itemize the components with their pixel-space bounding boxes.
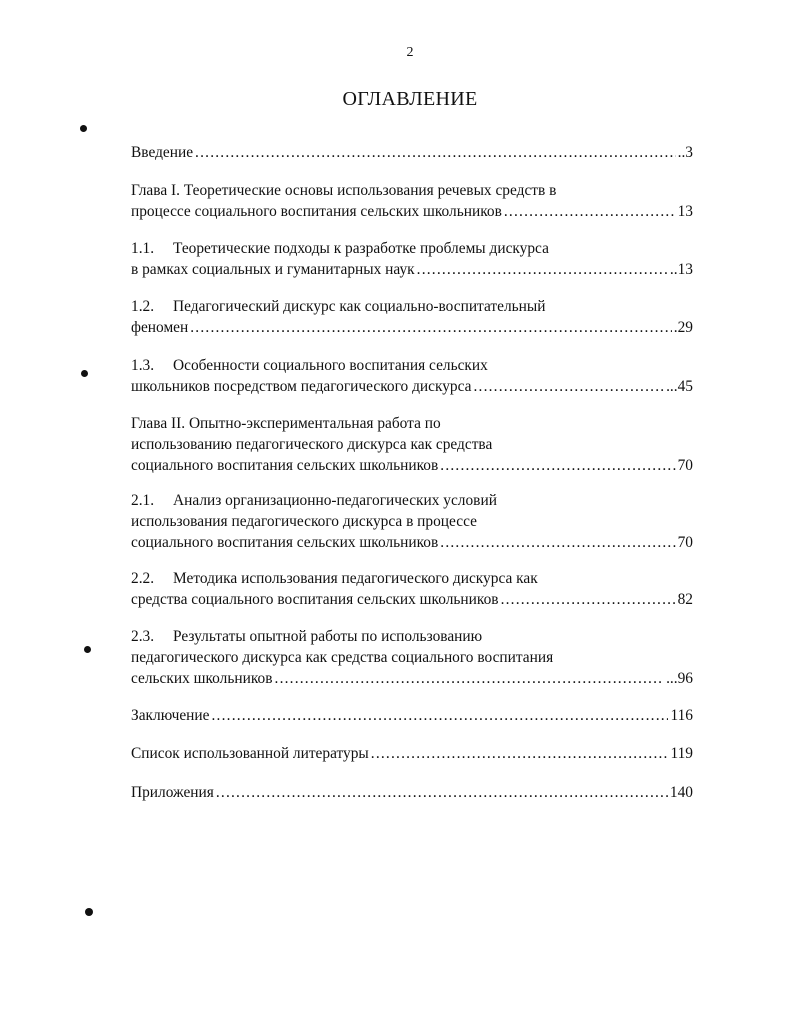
toc-entry-section-1-2[interactable] xyxy=(131,296,693,338)
toc-entry-title-line: Особенности социального воспитания сельских xyxy=(173,357,488,374)
leader-dots xyxy=(417,259,668,280)
toc-entry-title: школьников посредством педагогического дискурса xyxy=(131,378,472,395)
toc-entry-title-line: педагогического дискурса как средства социального воспитания xyxy=(131,649,554,666)
toc-entry-title-line: Результаты опытной работы по использованию xyxy=(173,628,483,645)
toc-entry-number: 1.1. xyxy=(131,240,155,257)
toc-entry-title: Заключение xyxy=(131,707,210,724)
toc-entry-bibliography[interactable] xyxy=(131,743,693,764)
toc-entry-title-line: Глава I. Теоретические основы использования речевых средств в xyxy=(131,182,557,199)
toc-entry-page: ..13 xyxy=(669,261,693,278)
toc-entry-title: сельских школьников xyxy=(131,670,273,687)
leader-dots xyxy=(275,668,665,689)
toc-entry-section-1-3[interactable] xyxy=(131,355,693,397)
leader-dots xyxy=(371,743,669,764)
toc-entry-page: 82 xyxy=(677,591,693,608)
toc-entry-number: 2.1. xyxy=(131,492,155,509)
toc-entry-chapter-1[interactable] xyxy=(131,180,693,222)
toc-entry-title-line: Теоретические подходы к разработке проблемы дискурса xyxy=(173,240,549,257)
scan-mark xyxy=(84,646,91,653)
toc-entry-section-2-1[interactable] xyxy=(131,490,693,553)
toc-entry-title-line: Анализ организационно-педагогических условий xyxy=(173,492,497,509)
toc-entry-page: 70 xyxy=(677,534,693,551)
toc-entry-number: 2.2. xyxy=(131,570,155,587)
toc-entry-title-line: Методика использования педагогического дискурса как xyxy=(173,570,538,587)
scan-mark xyxy=(80,125,87,132)
toc-entry-number: 1.2. xyxy=(131,298,155,315)
toc-entry-section-2-2[interactable] xyxy=(131,568,693,610)
toc-entry-page: ..3 xyxy=(677,144,693,161)
toc-entry-page: .29 xyxy=(673,319,693,336)
toc-entry-page: ...96 xyxy=(666,670,693,687)
toc-entry-page: ...45 xyxy=(666,378,693,395)
scan-mark xyxy=(81,370,88,377)
toc-entry-title: социального воспитания сельских школьников xyxy=(131,534,439,551)
toc-entry-number: 1.3. xyxy=(131,357,155,374)
toc-entry-section-1-1[interactable] xyxy=(131,238,693,280)
toc-entry-title: Приложения xyxy=(131,784,214,801)
toc-entry-title: Введение xyxy=(131,144,194,161)
toc-entry-introduction[interactable] xyxy=(131,142,693,163)
toc-entry-page: 140 xyxy=(669,784,693,801)
toc-entry-number: 2.3. xyxy=(131,628,155,645)
toc-entry-conclusion[interactable] xyxy=(131,705,693,726)
toc-entry-title-line: использованию педагогического дискурса как средства xyxy=(131,436,493,453)
toc-entry-title: социального воспитания сельских школьников xyxy=(131,457,439,474)
leader-dots xyxy=(216,782,668,803)
toc-entry-section-2-3[interactable] xyxy=(131,626,693,689)
leader-dots xyxy=(212,705,669,726)
leader-dots xyxy=(190,317,672,338)
toc-title: ОГЛАВЛЕНИЕ xyxy=(342,88,478,110)
toc-entry-title: Список использованной литературы xyxy=(131,745,369,762)
scan-mark xyxy=(85,908,93,916)
leader-dots xyxy=(473,376,664,397)
leader-dots xyxy=(440,532,675,553)
leader-dots xyxy=(195,142,676,163)
toc-entry-page: 119 xyxy=(670,745,693,762)
page-number: 2 xyxy=(406,45,414,60)
leader-dots xyxy=(501,589,676,610)
toc-entry-title-line: Педагогический дискурс как социально-воспитательный xyxy=(173,298,546,315)
toc-entry-title: в рамках социальных и гуманитарных наук xyxy=(131,261,415,278)
toc-entry-page: 13 xyxy=(677,203,693,220)
leader-dots xyxy=(504,201,676,222)
toc-entry-title: средства социального воспитания сельских школьников xyxy=(131,591,499,608)
toc-entry-title-line: Глава II. Опытно-экспериментальная работа по xyxy=(131,415,441,432)
toc-entry-title: феномен xyxy=(131,319,189,336)
toc-entry-appendices[interactable] xyxy=(131,782,693,803)
leader-dots xyxy=(440,455,675,476)
toc-entry-chapter-2[interactable] xyxy=(131,413,693,476)
toc-entry-page: 116 xyxy=(670,707,693,724)
toc-entry-title-line: использования педагогического дискурса в процессе xyxy=(131,513,477,530)
toc-entry-page: 70 xyxy=(677,457,693,474)
toc-entry-title: процессе социального воспитания сельских школьников xyxy=(131,203,502,220)
